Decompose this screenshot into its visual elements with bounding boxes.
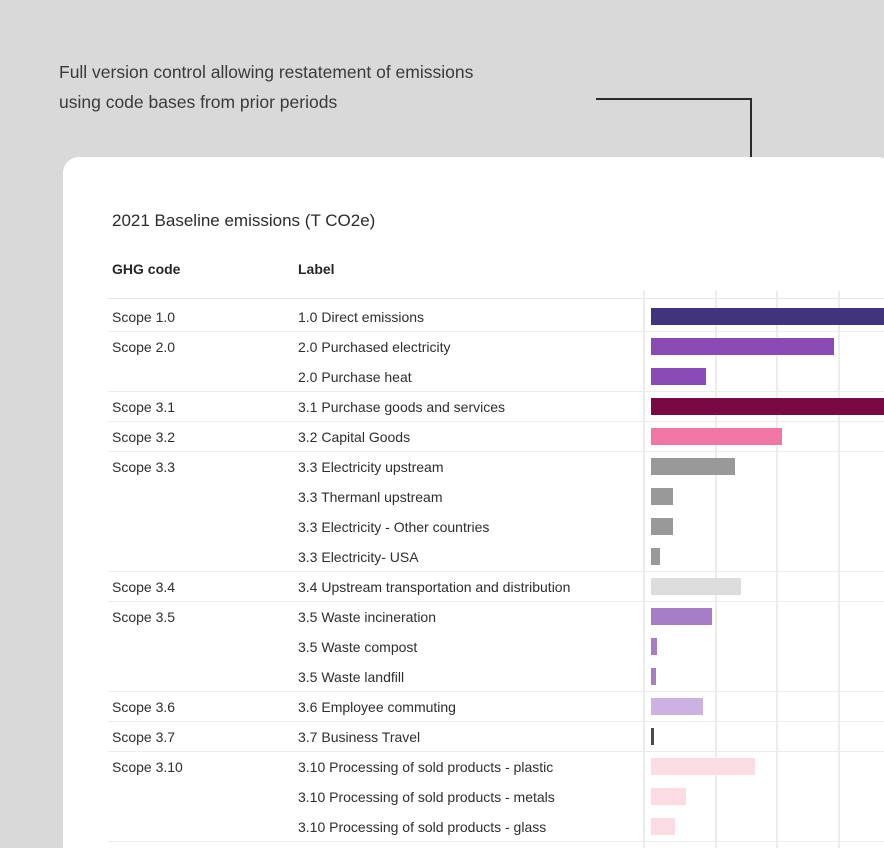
table-row — [108, 392, 884, 422]
row-ghg-code: Scope 3.10 — [112, 759, 183, 775]
table-row — [108, 452, 884, 482]
table-row — [108, 512, 884, 542]
emission-bar — [651, 638, 657, 655]
emission-bar — [651, 428, 782, 445]
row-ghg-code: Scope 1.0 — [112, 309, 176, 325]
table-row — [108, 572, 884, 602]
row-ghg-code: Scope 3.4 — [112, 579, 176, 595]
row-label: 3.10 Processing of sold products - glass — [298, 819, 547, 835]
row-label: 3.3 Thermanl upstream — [298, 489, 443, 505]
emission-bar — [651, 488, 673, 505]
table-row — [108, 302, 884, 332]
card-title: 2021 Baseline emissions (T CO2e) — [112, 211, 376, 230]
emission-bar — [651, 398, 884, 415]
table-row — [108, 722, 884, 752]
table-row — [108, 602, 884, 632]
column-header-ghg-code: GHG code — [112, 261, 181, 277]
emission-bar — [651, 518, 673, 535]
annotation-caption — [59, 57, 473, 117]
table-row — [108, 662, 884, 692]
row-label: 2.0 Purchase heat — [298, 369, 412, 385]
row-label: 3.7 Business Travel — [298, 729, 421, 745]
emission-bar — [651, 788, 686, 805]
emission-bar — [651, 668, 656, 685]
emission-bar — [651, 308, 884, 325]
emission-bar — [651, 578, 741, 595]
table-row — [108, 482, 884, 512]
row-label: 3.1 Purchase goods and services — [298, 399, 506, 415]
row-label: 3.5 Waste compost — [298, 639, 418, 655]
emission-bar — [651, 458, 735, 475]
row-label: 3.3 Electricity - Other countries — [298, 519, 490, 535]
row-label: 3.2 Capital Goods — [298, 429, 411, 445]
emissions-card — [63, 157, 884, 848]
table-row — [108, 752, 884, 782]
emission-bar — [651, 608, 712, 625]
row-ghg-code: Scope 3.7 — [112, 729, 176, 745]
emission-bar — [651, 818, 675, 835]
row-ghg-code: Scope 3.5 — [112, 609, 176, 625]
table-row — [108, 422, 884, 452]
table-row — [108, 692, 884, 722]
row-label: 1.0 Direct emissions — [298, 309, 425, 325]
row-label: 3.3 Electricity- USA — [298, 549, 419, 565]
row-label: 3.6 Employee commuting — [298, 699, 456, 715]
row-ghg-code: Scope 2.0 — [112, 339, 176, 355]
table-row — [108, 332, 884, 362]
row-label: 3.5 Waste landfill — [298, 669, 405, 685]
table-row — [108, 632, 884, 662]
table-body — [108, 302, 884, 842]
row-label: 2.0 Purchased electricity — [298, 339, 451, 355]
table-row — [108, 362, 884, 392]
annotation-line-1: Full version control allowing restatement of emissions — [59, 62, 474, 82]
row-label: 3.5 Waste incineration — [298, 609, 436, 625]
row-label: 3.10 Processing of sold products - plastic — [298, 759, 554, 775]
row-label: 3.3 Electricity upstream — [298, 459, 444, 475]
row-label: 3.10 Processing of sold products - metals — [298, 789, 555, 805]
row-ghg-code: Scope 3.1 — [112, 399, 176, 415]
table-row — [108, 782, 884, 812]
emission-bar — [651, 338, 834, 355]
emission-bar — [651, 728, 654, 745]
emission-bar — [651, 698, 703, 715]
emission-bar — [651, 548, 660, 565]
row-ghg-code: Scope 3.6 — [112, 699, 176, 715]
column-header-label: Label — [298, 261, 335, 277]
annotation-line-2: using code bases from prior periods — [59, 92, 338, 112]
row-label: 3.4 Upstream transportation and distribution — [298, 579, 571, 595]
row-ghg-code: Scope 3.2 — [112, 429, 176, 445]
row-ghg-code: Scope 3.3 — [112, 459, 176, 475]
table-row — [108, 542, 884, 572]
table-row — [108, 812, 884, 842]
emission-bar — [651, 368, 706, 385]
emission-bar — [651, 758, 755, 775]
